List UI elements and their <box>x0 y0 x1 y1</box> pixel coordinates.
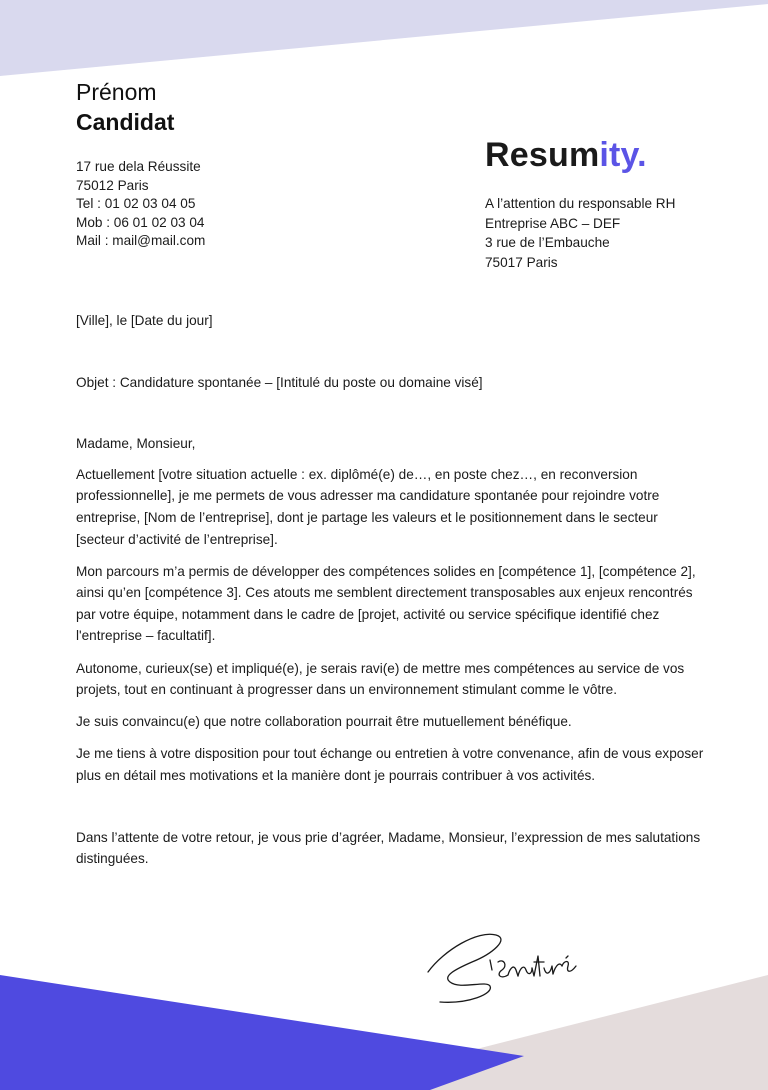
sender-postal-city: 75012 Paris <box>76 177 149 193</box>
sender-address: 17 rue dela Réussite <box>76 159 201 174</box>
subject-line: Objet : Candidature spontanée – [Intitulé du poste ou domaine visé] <box>76 374 483 390</box>
resumity-logo <box>485 136 647 186</box>
sender-last-name: Candidat <box>76 109 175 135</box>
closing-paragraph: Dans l’attente de votre retour, je vous prie d’agréer, Madame, Monsieur, l’expression de mes salutations distinguées. <box>76 829 701 867</box>
sender-mob: Mob : 06 01 02 03 04 <box>76 214 205 230</box>
handwritten-signature <box>420 920 590 1012</box>
recipient-street: 3 rue de l’Embauche <box>485 235 610 251</box>
date-line: [Ville], le [Date du jour] <box>76 313 213 328</box>
recipient-block <box>485 194 745 272</box>
paragraph: Mon parcours m’a permis de développer des compétences solides en [compétence 1], [compétence 2], ainsi qu’en [compétence 3]. Ces atouts me semblent directement transposables aux enjeux rencontrés par votre équipe, notamment dans le cadre de [projet, activité ou service spécifique identifié chez l'entreprise – facultatif]. <box>76 563 696 644</box>
recipient-attention: A l’attention du responsable RH <box>485 196 676 211</box>
sender-first-name: Prénom <box>76 79 157 105</box>
top-band-shape <box>0 0 768 76</box>
sender-block <box>76 78 416 251</box>
recipient-postal-city: 75017 Paris <box>485 254 558 270</box>
paragraph: Je me tiens à votre disposition pour tout échange ou entretien à votre convenance, afin de vous exposer plus en détail mes motivations et la manière dont je pourrais contribuer à vos activités. <box>76 746 704 783</box>
greeting: Madame, Monsieur, <box>76 436 196 452</box>
paragraph: Je suis convaincu(e) que notre collaboration pourrait être mutuellement bénéfique. <box>76 714 572 730</box>
sender-mail: Mail : mail@mail.com <box>76 233 206 249</box>
recipient-company: Entreprise ABC – DEF <box>485 215 621 231</box>
logo-text-accent: ity. <box>599 136 647 174</box>
paragraph: Autonome, curieux(se) et impliqué(e), je serais ravi(e) de mettre mes compétences au service de vos projets, tout en continuant à progresser dans un environnement stimulant comme le vôtre. <box>76 660 685 698</box>
logo-text-main: Resum <box>485 136 600 174</box>
sender-contact <box>76 158 416 251</box>
paragraph: Actuellement [votre situation actuelle : ex. diplômé(e) de…, en poste chez…, en reconversion professionnelle], je me permets de vous adresser ma candidature spontanée pour rejoindre votre entreprise, [Nom de l’entreprise], dont je partage les valeurs et le positionnement dans le secteur [secteur d’activité de l’entreprise]. <box>76 466 660 547</box>
sender-tel: Tel : 01 02 03 04 05 <box>76 196 196 212</box>
letter-body <box>76 310 706 870</box>
